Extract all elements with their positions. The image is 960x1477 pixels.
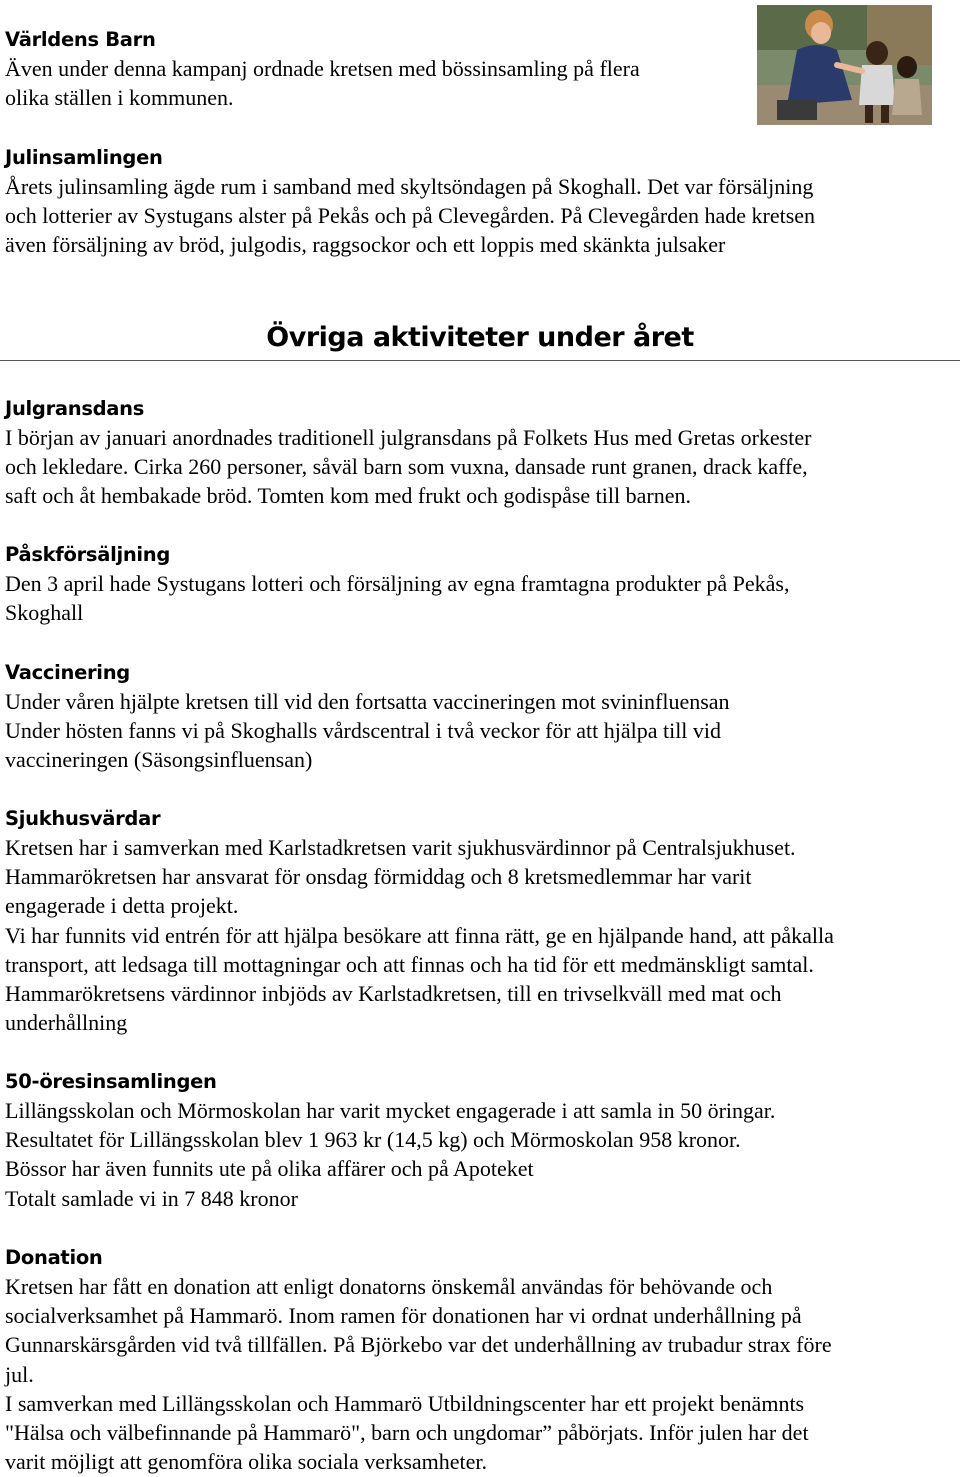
text-line: och lekledare. Cirka 260 personer, såväl barn som vuxna, dansade runt granen, drack kaffe, [5, 454, 808, 480]
section-body [5, 423, 811, 511]
section-body [5, 172, 815, 260]
section-vaccinering [5, 658, 730, 775]
section-paskforsaljning [5, 540, 789, 627]
section-heading: Världens Barn [5, 28, 156, 51]
text-line: Lillängsskolan och Mörmoskolan har varit mycket engagerade i att samla in 50 öringar. [5, 1098, 776, 1123]
section-body [5, 833, 834, 1037]
section-varldens-barn [5, 25, 640, 112]
section-body [5, 687, 730, 775]
text-line: Totalt samlade vi in 7 848 kronor [5, 1185, 298, 1211]
section-julinsamlingen [5, 143, 815, 260]
text-line: Skoghall [5, 600, 84, 626]
text-line: Resultatet för Lillängsskolan blev 1 963 kr (14,5 kg) och Mörmoskolan 958 kronor. [5, 1127, 741, 1153]
title-divider [0, 360, 960, 361]
text-line: jul. [5, 1361, 34, 1387]
text-line: Årets julinsamling ägde rum i samband med skyltsöndagen på Skoghall. Det var försäljning [5, 174, 814, 199]
text-line: transport, att ledsaga till mottagningar och att finnas och ha tid för ett medmänskligt samtal. [5, 951, 814, 977]
text-line: Hammarökretsens värdinnor inbjöds av Karlstadkretsen, till en trivselkväll med mat och [5, 981, 782, 1007]
text-line: I början av januari anordnades traditionell julgransdans på Folkets Hus med Gretas orkester [5, 425, 812, 450]
volunteer-children-photo [757, 5, 932, 125]
text-line: Under våren hjälpte kretsen till vid den fortsatta vaccineringen mot svininfluensan [5, 689, 730, 714]
text-line: Bössor har även funnits ute på olika affärer och på Apoteket [5, 1156, 534, 1182]
text-line: vaccineringen (Säsongsinfluensan) [5, 747, 313, 773]
text-line: Kretsen har i samverkan med Karlstadkretsen varit sjukhusvärdinnor på Centralsjukhuset. [5, 835, 796, 860]
text-line: socialverksamhet på Hammarö. Inom ramen för donationen har vi ordnat underhållning på [5, 1303, 802, 1329]
section-heading: Julgransdans [5, 397, 145, 420]
section-body [5, 1272, 832, 1476]
section-50-oresinsamlingen [5, 1067, 775, 1213]
text-line: Kretsen har fått en donation att enligt donatorns önskemål användas för behövande och [5, 1274, 773, 1299]
text-line: Gunnarskärsgården vid två tillfällen. På Björkebo var det underhållning av trubadur strax före [5, 1332, 832, 1358]
text-line: "Hälsa och välbefinnande på Hammarö", barn och ungdomar” påbörjats. Inför julen har det [5, 1420, 809, 1446]
section-heading: Donation [5, 1246, 103, 1269]
section-sjukhusvardar [5, 804, 834, 1037]
text-line: underhållning [5, 1010, 128, 1036]
text-line: Även under denna kampanj ordnade kretsen med bössinsamling på flera [5, 56, 640, 81]
section-heading: Julinsamlingen [5, 146, 163, 169]
text-line: Under hösten fanns vi på Skoghalls vårdscentral i två veckor för att hjälpa till vid [5, 718, 722, 744]
text-line: och lotterier av Systugans alster på Pekås och på Clevegården. På Clevegården hade kretsen [5, 203, 816, 229]
section-heading: Sjukhusvärdar [5, 807, 161, 830]
section-donation [5, 1243, 832, 1476]
section-heading: Påskförsäljning [5, 543, 171, 566]
text-line: I samverkan med Lillängsskolan och Hammarö Utbildningscenter har ett projekt benämnts [5, 1390, 805, 1416]
page-title: Övriga aktiviteter under året [266, 322, 694, 353]
section-body [5, 1096, 775, 1213]
text-line: Vi har funnits vid entrén för att hjälpa besökare att finna rätt, ge en hjälpande hand, att påkalla [5, 922, 834, 948]
text-line: Den 3 april hade Systugans lotteri och försäljning av egna framtagna produkter på Pekås, [5, 571, 790, 596]
section-julgransdans [5, 394, 811, 511]
section-heading: 50-öresinsamlingen [5, 1070, 217, 1093]
text-line: även försäljning av bröd, julgodis, raggsockor och ett loppis med skänkta julsaker [5, 232, 726, 258]
section-body [5, 54, 640, 112]
section-heading: Vaccinering [5, 661, 130, 684]
text-line: engagerade i detta projekt. [5, 893, 239, 919]
text-line: Hammarökretsen har ansvarat för onsdag förmiddag och 8 kretsmedlemmar har varit [5, 864, 752, 890]
section-body [5, 569, 789, 627]
text-line: olika ställen i kommunen. [5, 85, 234, 111]
text-line: varit möjligt att genomföra olika sociala verksamheter. [5, 1449, 488, 1475]
text-line: saft och åt hembakade bröd. Tomten kom med frukt och godispåse till barnen. [5, 483, 691, 509]
